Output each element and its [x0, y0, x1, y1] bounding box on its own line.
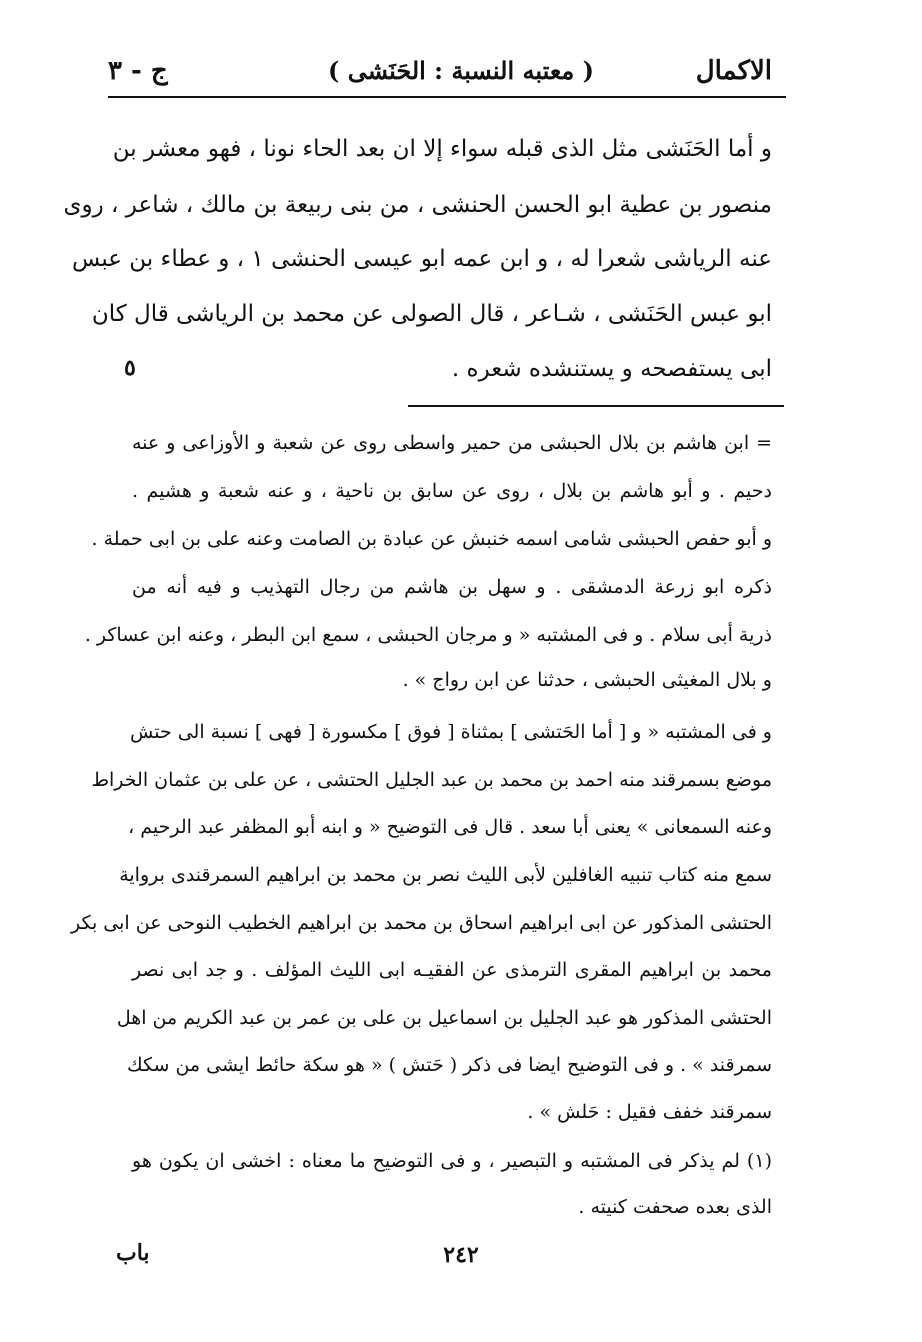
footnote-line: سمرقند » . و فى التوضيح ايضا فى ذكر ( حَتش ) « هو سكة حائط ايشى من سكك: [127, 1054, 772, 1076]
note-line: الذى بعده صحفت كنيته .: [578, 1196, 772, 1218]
footnote-line: الحتشى المذكور هو عبد الجليل بن اسماعيل بن على بن عمر بن عبد الكريم من اهل: [116, 1007, 772, 1029]
catchword: باب: [116, 1240, 150, 1266]
footnote-line: وعنه السمعانى » يعنى أبا سعد . قال فى التوضيح « و ابنه أبو المظفر عبد الرحيم ،: [128, 816, 772, 838]
footnote-line: ذرية أبى سلام . و فى المشتبه « و مرجان الحبشى ، سمع ابن البطر ، وعنه ابن عساكر .: [84, 624, 772, 646]
footnote-line: موضع بسمرقند منه احمد بن محمد بن عبد الجليل الحتشى ، عن على بن عثمان الخراط: [91, 769, 772, 791]
main-text-line: و أما الحَنَشى مثل الذى قبله سواء إلا ان بعد الحاء نونا ، فهو معشر بن: [112, 136, 772, 162]
line-number-marker: ٥: [124, 355, 136, 381]
footnote-line: محمد بن ابراهيم المقرى الترمذى عن الفقيـه ابى الليث المؤلف . و جد ابى نصر: [132, 959, 772, 981]
footnote-line: دحيم . و أبو هاشم بن بلال ، روى عن سابق بن ناحية ، و عنه شعبة و هشيم .: [132, 480, 772, 502]
footnote-line: ذكره ابو زرعة الدمشقى . و سهل بن هاشم من رجال التهذيب و فيه أنه من: [132, 576, 772, 598]
footnote-line: و بلال المغيثى الحبشى ، حدثنا عن ابن رواج » .: [402, 669, 772, 691]
header-rule: [108, 96, 786, 98]
main-text-line: ابو عبس الحَنَشى ، شـاعر ، قال الصولى عن محمد بن الرياشى قال كان: [91, 301, 772, 327]
footnote-line: سمرقند خفف فقيل : حَلش » .: [527, 1101, 772, 1123]
main-text-line: ابى يستفصحه و يستنشده شعره .: [451, 356, 772, 382]
note-line: (١) لم يذكر فى المشتبه و التبصير ، و فى التوضيح ما معناه : اخشى ان يكون هو: [132, 1150, 772, 1172]
footnote-rule: [408, 405, 784, 407]
running-header-book-title: الاكمال: [695, 56, 772, 86]
main-text-line: عنه الرياشى شعرا له ، و ابن عمه ابو عيسى الحنشى ١ ، و عطاء بن عبس: [72, 246, 772, 272]
running-header-volume: ج - ٣: [108, 56, 168, 86]
page-number: ٢٤٢: [443, 1242, 479, 1268]
footnote-line: و أبو حفص الحبشى شامى اسمه خنبش عن عبادة بن الصامت وعنه على بن ابى حملة .: [91, 528, 772, 550]
footnote-line: = ابن هاشم بن بلال الحبشى من حمير واسطى روى عن شعبة و الأوزاعى و عنه: [132, 432, 772, 454]
main-text-line: منصور بن عطية ابو الحسن الحنشى ، من بنى ربيعة بن مالك ، شاعر ، روى: [63, 192, 772, 218]
footnote-line: سمع منه كتاب تنبيه الغافلين لأبى الليث نصر بن محمد بن ابراهيم السمرقندى برواية: [119, 864, 772, 886]
running-header-section-title: ( معتبه النسبة : الحَنَشى ): [327, 56, 594, 85]
footnote-line: و فى المشتبه « و [ أما الحَتشى ] بمثناة [ فوق ] مكسورة [ فهى ] نسبة الى حتش: [129, 721, 772, 743]
footnote-line: الحتشى المذكور عن ابى ابراهيم اسحاق بن محمد بن ابراهيم الخطيب النوحى عن ابى بكر: [71, 912, 772, 934]
